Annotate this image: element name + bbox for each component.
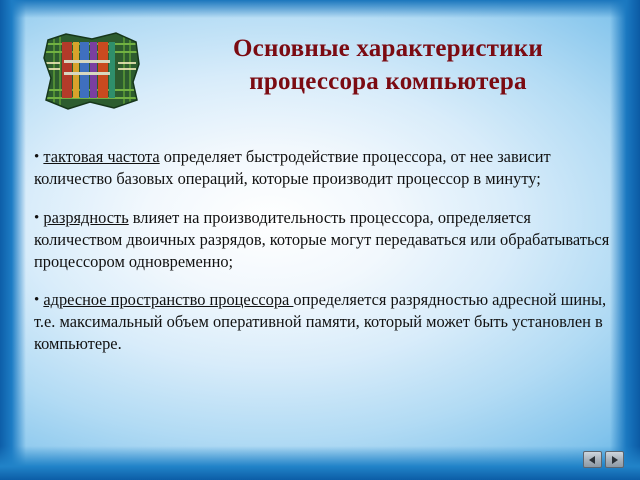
page-title-line-2: процессора компьютера bbox=[249, 68, 527, 95]
previous-slide-button[interactable] bbox=[583, 451, 602, 468]
bullet-text: влияет на производительность процессора, определяется количеством двоичных разрядов, которые могут передаваться или обрабатываться процессором одновременно; bbox=[34, 207, 610, 271]
triangle-right-icon bbox=[611, 456, 618, 464]
slide-body bbox=[34, 146, 610, 372]
page-title bbox=[160, 32, 616, 98]
bullet-text: определяет быстродействие процессора, от нее зависит количество базовых операций, которые производит процессор в минуту; bbox=[34, 147, 551, 188]
bullet-glyph: • bbox=[34, 292, 40, 309]
background-edge-left bbox=[0, 0, 26, 480]
bullet-paragraph bbox=[34, 146, 610, 190]
next-slide-button[interactable] bbox=[605, 451, 624, 468]
page-title-line-1: Основные характеристики bbox=[233, 35, 543, 62]
bullet-term: адресное пространство процессора bbox=[43, 290, 294, 310]
bullet-paragraph bbox=[34, 207, 610, 273]
cpu-chip-illustration bbox=[40, 30, 144, 112]
slide-navigation bbox=[583, 451, 624, 468]
bullet-glyph: • bbox=[34, 149, 40, 165]
bullet-term: тактовая частота bbox=[43, 147, 160, 166]
bullet-paragraph bbox=[34, 289, 610, 355]
bullet-glyph: • bbox=[34, 209, 40, 226]
triangle-left-icon bbox=[589, 456, 596, 464]
bullet-term: разрядность bbox=[43, 207, 129, 227]
background-edge-top bbox=[0, 0, 640, 18]
background-edge-bottom bbox=[0, 446, 640, 480]
bullet-text: определяется разрядностью адресной шины, т.е. максимальный объем оперативной памяти, который может быть установлен в компьютере. bbox=[34, 290, 607, 354]
